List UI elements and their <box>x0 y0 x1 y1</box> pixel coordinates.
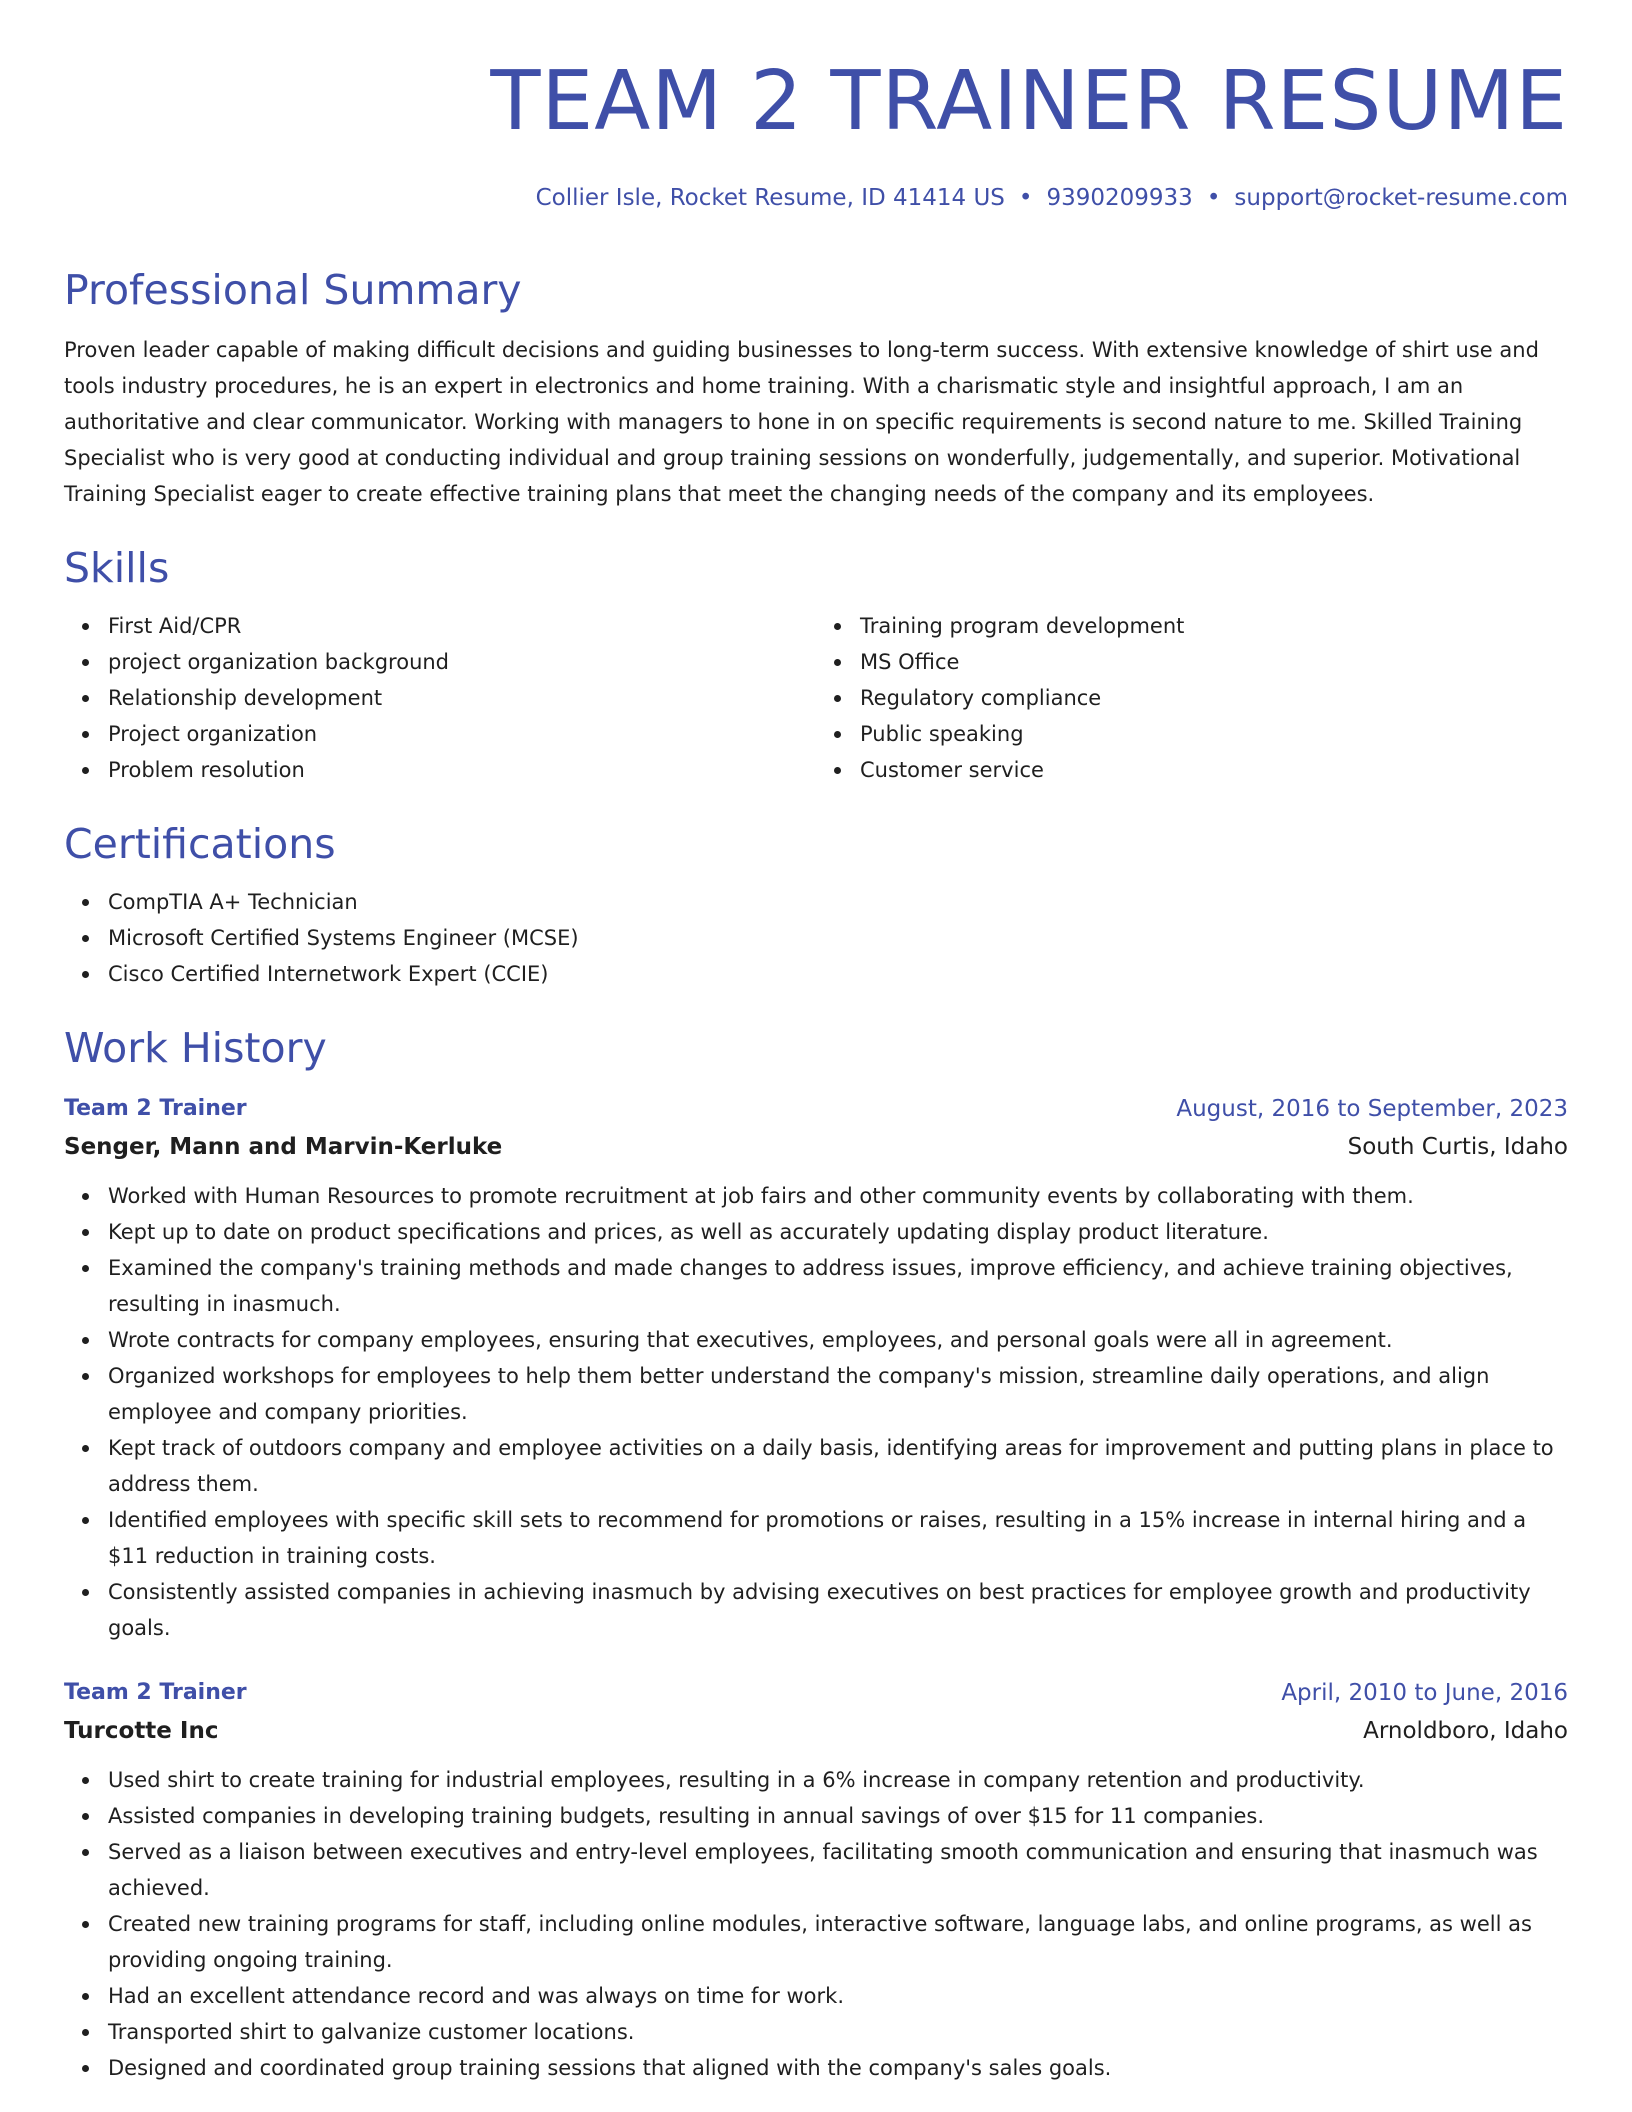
job-bullet: Worked with Human Resources to promote recruitment at job fairs and other community events by collaborating with them. <box>108 1178 1568 1214</box>
certification-item: Microsoft Certified Systems Engineer (MCSE) <box>108 920 1568 956</box>
job-bullet: Kept track of outdoors company and employee activities on a daily basis, identifying areas for improvement and putting plans in place to address them. <box>108 1430 1568 1502</box>
certifications-heading: Certifications <box>64 820 336 868</box>
skill-item: MS Office <box>860 644 1568 680</box>
summary-text: Proven leader capable of making difficult decisions and guiding businesses to long-term success. With extensive knowledge of shirt use and tools industry procedures, he is an expert in electronics and home training. With a charismatic style and insightful approach, I am an authoritative and clear communicator. Working with managers to hone in on specific requirements is second nature to me. Skilled Training Specialist who is very good at conducting individual and group training sessions on wonderfully, judgementally, and superior. Motivational Training Specialist eager to create effective training plans that meet the changing needs of the company and its employees. <box>64 338 1539 506</box>
job-header <box>64 1674 1568 1712</box>
job-company: Turcotte Inc <box>64 1718 219 1744</box>
job-entry <box>64 1090 1568 1646</box>
job-bullet: Had an excellent attendance record and was always on time for work. <box>108 1978 1568 2014</box>
job-bullet: Identified employees with specific skill sets to recommend for promotions or raises, resulting in a 15% increase in internal hiring and a $11 reduction in training costs. <box>108 1502 1568 1574</box>
work-history-heading: Work History <box>64 1024 327 1072</box>
contact-address: Collier Isle, Rocket Resume, ID 41414 US <box>535 185 1005 211</box>
job-bullet: Consistently assisted companies in achieving inasmuch by advising executives on best practices for employee growth and productivity goals. <box>108 1574 1568 1646</box>
job-bullet: Assisted companies in developing training budgets, resulting in annual savings of over $15 for 11 companies. <box>108 1798 1568 1834</box>
job-subheader <box>64 1128 1568 1166</box>
job-company: Senger, Mann and Marvin-Kerluke <box>64 1134 503 1160</box>
certification-item: CompTIA A+ Technician <box>108 884 1568 920</box>
summary-heading: Professional Summary <box>64 266 522 314</box>
job-location: Arnoldboro, Idaho <box>1363 1718 1568 1744</box>
skill-item: Regulatory compliance <box>860 680 1568 716</box>
job-bullet: Transported shirt to galvanize customer locations. <box>108 2014 1568 2050</box>
job-location: South Curtis, Idaho <box>1347 1134 1568 1160</box>
job-dates: April, 2010 to June, 2016 <box>1281 1680 1568 1706</box>
job-bullets <box>64 1178 1568 1646</box>
resume-title: TEAM 2 TRAINER RESUME <box>490 54 1568 149</box>
contact-phone: 9390209933 <box>1046 185 1193 211</box>
job-bullet: Used shirt to create training for industrial employees, resulting in a 6% increase in company retention and productivity. <box>108 1762 1568 1798</box>
contact-email[interactable]: support@rocket-resume.com <box>1234 185 1568 211</box>
job-bullet: Designed and coordinated group training sessions that aligned with the company's sales goals. <box>108 2050 1568 2086</box>
contact-line <box>64 182 1568 214</box>
job-role: Team 2 Trainer <box>64 1680 247 1705</box>
job-bullet: Created new training programs for staff, including online modules, interactive software, language labs, and online programs, as well as providing ongoing training. <box>108 1906 1568 1978</box>
resume-page <box>64 0 1568 2086</box>
certifications-list <box>64 884 1568 992</box>
skill-item: Public speaking <box>860 716 1568 752</box>
job-bullet: Served as a liaison between executives and entry-level employees, facilitating smooth communication and ensuring that inasmuch was achieved. <box>108 1834 1568 1906</box>
skill-item: First Aid/CPR <box>108 608 816 644</box>
skill-item: Customer service <box>860 752 1568 788</box>
skill-item: Project organization <box>108 716 816 752</box>
job-bullet: Wrote contracts for company employees, ensuring that executives, employees, and personal goals were all in agreement. <box>108 1322 1568 1358</box>
skills-right-list <box>816 608 1568 788</box>
job-bullet: Organized workshops for employees to help them better understand the company's mission, streamline daily operations, and align employee and company priorities. <box>108 1358 1568 1430</box>
contact-separator: • <box>1206 185 1221 211</box>
job-role: Team 2 Trainer <box>64 1096 247 1121</box>
job-header <box>64 1090 1568 1128</box>
job-subheader <box>64 1712 1568 1750</box>
job-dates: August, 2016 to September, 2023 <box>1176 1096 1568 1122</box>
skills-heading: Skills <box>64 544 170 592</box>
job-bullets <box>64 1762 1568 2086</box>
job-entry <box>64 1674 1568 2086</box>
skill-item: Problem resolution <box>108 752 816 788</box>
skill-item: project organization background <box>108 644 816 680</box>
skills-columns <box>64 608 1568 788</box>
skills-left-list <box>64 608 816 788</box>
job-bullet: Examined the company's training methods and made changes to address issues, improve efficiency, and achieve training objectives, resulting in inasmuch. <box>108 1250 1568 1322</box>
skill-item: Relationship development <box>108 680 816 716</box>
certification-item: Cisco Certified Internetwork Expert (CCIE) <box>108 956 1568 992</box>
skill-item: Training program development <box>860 608 1568 644</box>
contact-separator: • <box>1018 185 1033 211</box>
job-bullet: Kept up to date on product specifications and prices, as well as accurately updating display product literature. <box>108 1214 1568 1250</box>
